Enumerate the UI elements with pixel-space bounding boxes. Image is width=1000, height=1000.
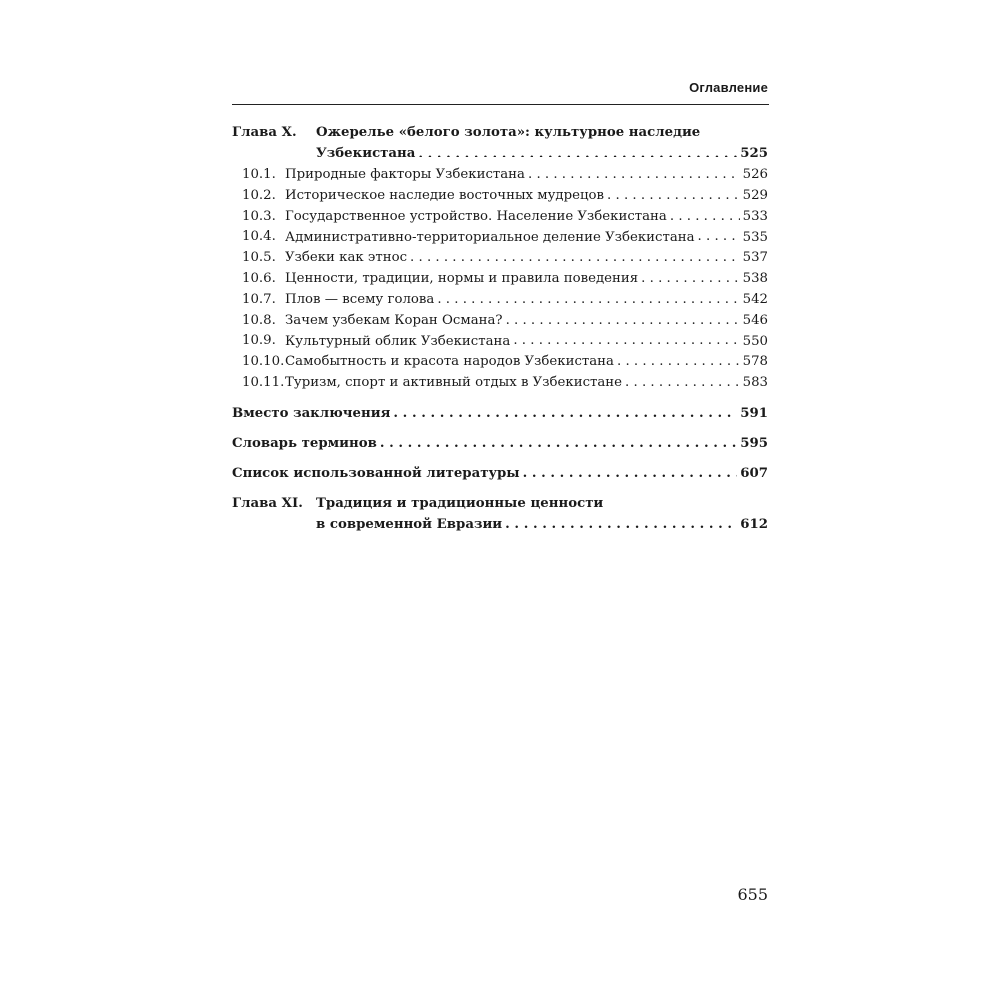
section-number: 10.9. [242, 333, 276, 349]
dot-leader [506, 311, 740, 324]
chapter-title-line-2 [316, 143, 768, 164]
chapter-label: Глава X. [232, 125, 297, 140]
page-number: 546 [742, 312, 768, 328]
page-number: 607 [740, 465, 768, 481]
chapter-title [316, 493, 768, 535]
section-number: 10.7. [242, 291, 276, 307]
entry-title: Словарь терминов [232, 435, 377, 451]
toc-glossary [232, 433, 768, 454]
page-number: 526 [742, 167, 768, 183]
dot-leader [380, 433, 737, 446]
toc-section [232, 373, 768, 394]
section-title: Культурный облик Узбекистана [285, 333, 511, 349]
dot-leader [437, 290, 739, 303]
dot-leader [607, 186, 740, 199]
table-of-contents [232, 122, 768, 535]
section-title: Административно-территориальное деление Узбекистана [285, 229, 695, 245]
dot-leader [410, 248, 740, 261]
chapter-title [316, 122, 768, 164]
toc-section [232, 227, 768, 248]
page-number: 550 [742, 333, 768, 349]
toc-section [232, 165, 768, 186]
dot-leader [513, 331, 739, 344]
dot-leader [617, 352, 740, 365]
toc-section [232, 290, 768, 311]
section-title: Государственное устройство. Население Узбекистана [285, 208, 667, 224]
page-folio: 655 [737, 885, 768, 904]
section-title: Самобытность и красота народов Узбекистана [285, 354, 614, 370]
running-head: Оглавление [689, 80, 768, 95]
section-number: 10.11. [242, 374, 285, 390]
dot-leader [505, 514, 737, 527]
section-title: Ценности, традиции, нормы и правила поведения [285, 271, 639, 287]
section-number: 10.3. [242, 208, 276, 224]
entry-title: Список использованной литературы [232, 465, 520, 481]
dot-leader [625, 373, 740, 386]
dot-leader [523, 463, 738, 476]
dot-leader [528, 165, 740, 178]
toc-section [232, 352, 768, 373]
page-number: 535 [742, 229, 768, 245]
page-number: 583 [742, 375, 768, 391]
toc-section [232, 331, 768, 352]
section-title: Туризм, спорт и активный отдых в Узбекистане [285, 375, 623, 391]
section-number: 10.6. [242, 270, 276, 286]
chapter-label: Глава XI. [232, 495, 303, 511]
section-number: 10.2. [242, 187, 276, 203]
dot-leader [418, 144, 737, 157]
page-number: 525 [740, 146, 768, 161]
section-number: 10.1. [242, 167, 276, 182]
page-number: 578 [742, 354, 768, 370]
section-number: 10.5. [242, 250, 276, 266]
chapter-title-line-2 [316, 514, 768, 535]
toc-section [232, 248, 768, 269]
toc-section [232, 269, 768, 290]
toc-chapter-11 [232, 493, 768, 535]
page-number: 612 [740, 516, 768, 532]
toc-chapter-10 [232, 122, 768, 164]
toc-references [232, 463, 768, 484]
chapter-10-sections [232, 165, 768, 394]
section-title: Историческое наследие восточных мудрецов [285, 188, 605, 204]
section-title: Плов — всему голова [285, 292, 435, 308]
dot-leader [641, 269, 739, 282]
dot-leader [670, 207, 740, 220]
section-title: Зачем узбекам Коран Османа? [285, 312, 503, 328]
toc-section [232, 311, 768, 332]
chapter-title-text: в современной Евразии [316, 516, 503, 532]
page-number: 538 [742, 271, 768, 287]
entry-title: Вместо заключения [232, 405, 391, 421]
section-title: Узбеки как этнос [285, 250, 408, 266]
page-number: 595 [740, 435, 768, 451]
page-number: 537 [742, 250, 768, 266]
chapter-title-text: Узбекистана [316, 146, 416, 161]
dot-leader [393, 403, 737, 416]
page-number: 591 [740, 405, 768, 421]
page-number: 533 [742, 208, 768, 224]
section-number: 10.10. [242, 354, 285, 370]
toc-section [232, 207, 768, 228]
toc-conclusion [232, 403, 768, 424]
page-number: 529 [742, 188, 768, 204]
chapter-title-line-1: Традиция и традиционные ценности [316, 495, 604, 511]
header-rule [232, 104, 769, 105]
section-number: 10.8. [242, 312, 276, 328]
section-number: 10.4. [242, 229, 276, 245]
chapter-title-line-1: Ожерелье «белого золота»: культурное наследие [316, 125, 701, 140]
dot-leader [698, 227, 740, 240]
toc-section [232, 186, 768, 207]
section-title: Природные факторы Узбекистана [285, 167, 525, 183]
page-number: 542 [742, 292, 768, 308]
